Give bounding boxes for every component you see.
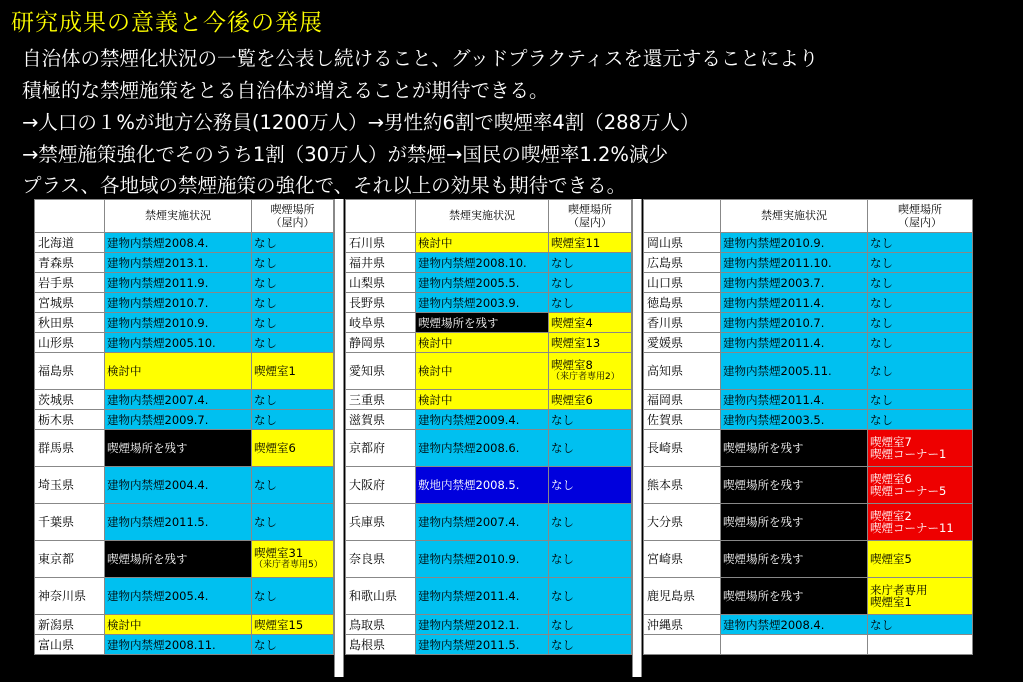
smoking-area-value: なし: [870, 235, 893, 250]
status-cell: 建物内禁煙2007.4.: [416, 504, 549, 541]
status-cell: 建物内禁煙2008.11.: [105, 635, 252, 655]
status-cell: 建物内禁煙2010.9.: [721, 233, 868, 253]
prefecture-cell: 熊本県: [644, 467, 721, 504]
table-row: [35, 541, 334, 578]
prefecture-cell: 北海道: [35, 233, 105, 253]
status-cell: 建物内禁煙2010.7.: [105, 293, 252, 313]
smoking-area-detail: 喫煙コーナー1: [870, 447, 947, 461]
smoking-area-value: 喫煙室6: [870, 472, 912, 486]
smoking-area-cell: [868, 430, 973, 467]
smoking-area-cell: [252, 273, 334, 293]
table-row: [346, 504, 632, 541]
table-row: [346, 313, 632, 333]
status-cell: 建物内禁煙2011.10.: [721, 253, 868, 273]
table-row: [35, 504, 334, 541]
smoking-area-cell: [868, 333, 973, 353]
smoking-area-cell: [549, 410, 632, 430]
table-row: [35, 410, 334, 430]
smoking-area-detail: 喫煙室1: [870, 595, 912, 609]
smoking-area-value: 喫煙室7: [870, 435, 912, 449]
status-cell: 建物内禁煙2008.4.: [105, 233, 252, 253]
slide-title: 研究成果の意義と今後の発展: [11, 10, 323, 36]
smoking-area-cell: [549, 578, 632, 615]
header-status: 禁煙実施状況: [105, 200, 252, 233]
prefecture-table-2: [345, 199, 632, 655]
prefecture-cell: 香川県: [644, 313, 721, 333]
status-cell: 建物内禁煙2005.11.: [721, 353, 868, 390]
prefecture-cell: 兵庫県: [346, 504, 416, 541]
table-row: [644, 333, 973, 353]
table-row: [35, 333, 334, 353]
smoking-area-value: なし: [870, 364, 893, 378]
smoking-area-cell: [868, 353, 973, 390]
table-row: [644, 615, 973, 635]
smoking-area-cell: [252, 293, 334, 313]
smoking-area-value: なし: [870, 335, 893, 350]
smoking-area-value: なし: [870, 295, 893, 310]
smoking-area-value: なし: [254, 515, 277, 529]
smoking-area-cell: [549, 390, 632, 410]
header-prefecture: [35, 200, 105, 233]
prefecture-cell: 高知県: [644, 353, 721, 390]
table-row: [35, 253, 334, 273]
smoking-area-cell: [549, 467, 632, 504]
table-row: [644, 430, 973, 467]
table-row: [346, 410, 632, 430]
smoking-area-cell: [868, 635, 973, 655]
smoking-area-value: 喫煙室11: [551, 235, 601, 250]
status-cell: 喫煙場所を残す: [105, 541, 252, 578]
smoking-area-value: なし: [551, 617, 574, 632]
smoking-area-value: なし: [254, 412, 277, 427]
status-cell: 検討中: [416, 233, 549, 253]
smoking-area-value: 喫煙室31: [254, 546, 304, 560]
prefecture-cell: 滋賀県: [346, 410, 416, 430]
smoking-area-value: なし: [254, 478, 277, 492]
smoking-area-value: 喫煙室6: [254, 441, 296, 455]
smoking-area-cell: [868, 313, 973, 333]
prefecture-cell: 神奈川県: [35, 578, 105, 615]
smoking-area-value: 喫煙室8: [551, 358, 593, 372]
prefecture-cell: 山形県: [35, 333, 105, 353]
status-cell: 建物内禁煙2007.4.: [105, 390, 252, 410]
smoking-area-cell: [549, 353, 632, 390]
smoking-area-value: なし: [551, 441, 574, 455]
table-spacer: [632, 199, 642, 677]
table-row: [346, 233, 632, 253]
smoking-area-cell: [549, 313, 632, 333]
prefecture-cell: 東京都: [35, 541, 105, 578]
prefecture-cell: 宮崎県: [644, 541, 721, 578]
smoking-area-cell: [868, 253, 973, 273]
status-cell: 建物内禁煙2008.4.: [721, 615, 868, 635]
table-row: [35, 390, 334, 410]
status-cell: 建物内禁煙2005.10.: [105, 333, 252, 353]
prefecture-cell: 茨城県: [35, 390, 105, 410]
smoking-area-value: なし: [870, 315, 893, 330]
table-row: [346, 430, 632, 467]
prefecture-cell: 広島県: [644, 253, 721, 273]
smoking-area-value: なし: [254, 637, 277, 652]
smoking-area-value: なし: [551, 295, 574, 310]
table-row: [346, 333, 632, 353]
smoking-area-cell: [252, 390, 334, 410]
smoking-area-value: 喫煙室5: [870, 552, 912, 566]
table-row: [346, 578, 632, 615]
prefecture-cell: 埼玉県: [35, 467, 105, 504]
smoking-area-value: なし: [551, 255, 574, 270]
status-cell: 建物内禁煙2005.5.: [416, 273, 549, 293]
status-cell: 建物内禁煙2012.1.: [416, 615, 549, 635]
prefecture-cell: 山梨県: [346, 273, 416, 293]
prefecture-cell: 沖縄県: [644, 615, 721, 635]
prefecture-cell: 愛知県: [346, 353, 416, 390]
header-status: 禁煙実施状況: [721, 200, 868, 233]
status-cell: 建物内禁煙2003.5.: [721, 410, 868, 430]
status-cell: 検討中: [416, 353, 549, 390]
smoking-area-value: なし: [551, 552, 574, 566]
body-line-4: →禁煙施策強化でそのうち1割（30万人）が禁煙→国民の喫煙率1.2%減少: [22, 143, 668, 166]
smoking-area-value: なし: [870, 255, 893, 270]
status-cell: 喫煙場所を残す: [721, 467, 868, 504]
table-row: [35, 467, 334, 504]
smoking-area-cell: [868, 273, 973, 293]
smoking-area-cell: [868, 390, 973, 410]
smoking-area-value: なし: [254, 255, 277, 270]
status-cell: 建物内禁煙2013.1.: [105, 253, 252, 273]
status-cell: 建物内禁煙2011.5.: [105, 504, 252, 541]
header-smoking-area: 喫煙場所 （屋内）: [549, 200, 632, 233]
table-row: [346, 615, 632, 635]
smoking-area-cell: [252, 353, 334, 390]
body-line-2: 積極的な禁煙施策をとる自治体が増えることが期待できる。: [22, 79, 549, 102]
smoking-area-cell: [252, 504, 334, 541]
smoking-area-value: なし: [870, 412, 893, 427]
prefecture-cell: 福井県: [346, 253, 416, 273]
status-cell: 喫煙場所を残す: [721, 578, 868, 615]
smoking-area-detail: （来庁者専用2）: [551, 372, 620, 382]
status-cell: 敷地内禁煙2008.5.: [416, 467, 549, 504]
smoking-area-value: なし: [551, 589, 574, 603]
table-row: [644, 273, 973, 293]
body-line-3: →人口の１%が地方公務員(1200万人）→男性約6割で喫煙率4割（288万人）: [22, 111, 700, 134]
smoking-area-detail: 喫煙コーナー11: [870, 521, 954, 535]
smoking-area-value: なし: [551, 412, 574, 427]
smoking-area-cell: [252, 467, 334, 504]
table-spacer: [334, 199, 344, 677]
table-header-row: [346, 200, 632, 233]
prefecture-cell: 徳島県: [644, 293, 721, 313]
smoking-area-value: なし: [870, 275, 893, 290]
status-cell: 建物内禁煙2009.4.: [416, 410, 549, 430]
smoking-area-cell: [252, 333, 334, 353]
table-row: [644, 635, 973, 655]
smoking-area-value: なし: [254, 589, 277, 603]
status-cell: 検討中: [105, 615, 252, 635]
smoking-area-cell: [252, 615, 334, 635]
prefecture-cell: 和歌山県: [346, 578, 416, 615]
table-row: [35, 615, 334, 635]
prefecture-cell: 京都府: [346, 430, 416, 467]
prefecture-cell: 青森県: [35, 253, 105, 273]
smoking-area-cell: [252, 541, 334, 578]
status-cell: 建物内禁煙2011.4.: [721, 390, 868, 410]
table-row: [644, 313, 973, 333]
table-row: [35, 430, 334, 467]
table-row: [35, 578, 334, 615]
smoking-area-cell: [549, 541, 632, 578]
smoking-area-value: 喫煙室2: [870, 509, 912, 523]
prefecture-cell: 大分県: [644, 504, 721, 541]
prefecture-cell: 栃木県: [35, 410, 105, 430]
status-cell: 喫煙場所を残す: [721, 430, 868, 467]
status-cell: 喫煙場所を残す: [416, 313, 549, 333]
prefecture-cell: 福岡県: [644, 390, 721, 410]
status-cell: 建物内禁煙2009.7.: [105, 410, 252, 430]
smoking-area-cell: [549, 504, 632, 541]
status-cell: 建物内禁煙2011.5.: [416, 635, 549, 655]
table-row: [346, 635, 632, 655]
prefecture-cell: 静岡県: [346, 333, 416, 353]
smoking-area-cell: [252, 233, 334, 253]
table-row: [644, 353, 973, 390]
smoking-area-value: 喫煙室13: [551, 335, 601, 350]
prefecture-table-3: [643, 199, 973, 655]
smoking-area-cell: [252, 313, 334, 333]
smoking-area-cell: [868, 541, 973, 578]
smoking-area-value: なし: [254, 315, 277, 330]
prefecture-table-1: [34, 199, 334, 655]
smoking-area-value: 来庁者専用: [870, 583, 928, 597]
table-row: [644, 390, 973, 410]
smoking-area-cell: [252, 635, 334, 655]
table-row: [346, 541, 632, 578]
table-row: [346, 390, 632, 410]
prefecture-cell: 岐阜県: [346, 313, 416, 333]
status-cell: 建物内禁煙2010.7.: [721, 313, 868, 333]
table-row: [346, 273, 632, 293]
smoking-area-cell: [549, 233, 632, 253]
status-cell: 建物内禁煙2011.4.: [721, 333, 868, 353]
smoking-area-cell: [549, 635, 632, 655]
prefecture-cell: 福島県: [35, 353, 105, 390]
table-row: [35, 313, 334, 333]
header-status: 禁煙実施状況: [416, 200, 549, 233]
header-smoking-area: 喫煙場所 （屋内）: [868, 200, 973, 233]
status-cell: 検討中: [105, 353, 252, 390]
prefecture-cell: 千葉県: [35, 504, 105, 541]
prefecture-cell: 愛媛県: [644, 333, 721, 353]
smoking-area-cell: [549, 273, 632, 293]
smoking-area-cell: [868, 578, 973, 615]
prefecture-cell: 島根県: [346, 635, 416, 655]
header-prefecture: [346, 200, 416, 233]
prefecture-cell: 長崎県: [644, 430, 721, 467]
table-row: [644, 467, 973, 504]
smoking-area-value: なし: [551, 515, 574, 529]
smoking-area-cell: [252, 253, 334, 273]
table-row: [346, 253, 632, 273]
prefecture-cell: 大阪府: [346, 467, 416, 504]
status-cell: 建物内禁煙2008.10.: [416, 253, 549, 273]
smoking-area-value: なし: [551, 478, 574, 492]
smoking-area-cell: [868, 467, 973, 504]
table-row: [35, 273, 334, 293]
smoking-area-cell: [549, 333, 632, 353]
smoking-area-value: 喫煙室15: [254, 617, 304, 632]
smoking-area-value: 喫煙室4: [551, 315, 593, 330]
smoking-area-value: なし: [254, 275, 277, 290]
table-row: [644, 293, 973, 313]
smoking-area-cell: [252, 578, 334, 615]
status-cell: 建物内禁煙2004.4.: [105, 467, 252, 504]
table-row: [644, 504, 973, 541]
smoking-area-cell: [868, 504, 973, 541]
status-cell: 喫煙場所を残す: [721, 541, 868, 578]
prefecture-cell: 岩手県: [35, 273, 105, 293]
header-prefecture: [644, 200, 721, 233]
prefecture-cell: 岡山県: [644, 233, 721, 253]
smoking-area-value: なし: [254, 235, 277, 250]
status-cell: 建物内禁煙2011.9.: [105, 273, 252, 293]
status-cell: 検討中: [416, 333, 549, 353]
status-cell: 建物内禁煙2011.4.: [416, 578, 549, 615]
smoking-area-value: なし: [870, 617, 893, 632]
prefecture-cell: 奈良県: [346, 541, 416, 578]
table-header-row: [644, 200, 973, 233]
status-cell: 建物内禁煙2011.4.: [721, 293, 868, 313]
table-row: [644, 578, 973, 615]
table-row: [346, 353, 632, 390]
smoking-area-cell: [868, 615, 973, 635]
smoking-area-cell: [549, 430, 632, 467]
smoking-area-cell: [549, 293, 632, 313]
status-cell: 喫煙場所を残す: [721, 504, 868, 541]
status-cell: 建物内禁煙2010.9.: [416, 541, 549, 578]
smoking-area-cell: [868, 293, 973, 313]
prefecture-cell: 三重県: [346, 390, 416, 410]
status-cell: 建物内禁煙2005.4.: [105, 578, 252, 615]
prefecture-cell: [644, 635, 721, 655]
body-line-5: プラス、各地域の禁煙施策の強化で、それ以上の効果も期待できる。: [22, 174, 627, 197]
prefecture-cell: 新潟県: [35, 615, 105, 635]
table-row: [644, 410, 973, 430]
smoking-area-detail: （来庁者専用5）: [254, 560, 323, 570]
prefecture-cell: 山口県: [644, 273, 721, 293]
status-cell: 喫煙場所を残す: [105, 430, 252, 467]
status-cell: 建物内禁煙2008.6.: [416, 430, 549, 467]
smoking-area-detail: 喫煙コーナー5: [870, 484, 947, 498]
status-cell: [721, 635, 868, 655]
prefecture-cell: 佐賀県: [644, 410, 721, 430]
status-cell: 建物内禁煙2003.7.: [721, 273, 868, 293]
table-row: [644, 253, 973, 273]
status-cell: 検討中: [416, 390, 549, 410]
prefecture-cell: 宮城県: [35, 293, 105, 313]
table-row: [35, 353, 334, 390]
smoking-area-value: 喫煙室6: [551, 392, 593, 407]
table-row: [346, 293, 632, 313]
prefecture-cell: 石川県: [346, 233, 416, 253]
header-smoking-area: 喫煙場所 （屋内）: [252, 200, 334, 233]
smoking-area-value: なし: [254, 392, 277, 407]
smoking-area-cell: [868, 233, 973, 253]
smoking-area-value: なし: [254, 335, 277, 350]
prefecture-cell: 鹿児島県: [644, 578, 721, 615]
status-cell: 建物内禁煙2010.9.: [105, 313, 252, 333]
table-row: [35, 233, 334, 253]
prefecture-cell: 富山県: [35, 635, 105, 655]
table-row: [644, 541, 973, 578]
smoking-area-cell: [252, 410, 334, 430]
smoking-area-value: 喫煙室1: [254, 364, 296, 378]
table-row: [35, 635, 334, 655]
table-header-row: [35, 200, 334, 233]
body-line-1: 自治体の禁煙化状況の一覧を公表し続けること、グッドプラクティスを還元することにより: [22, 47, 819, 70]
table-row: [346, 467, 632, 504]
status-cell: 建物内禁煙2003.9.: [416, 293, 549, 313]
prefecture-cell: 長野県: [346, 293, 416, 313]
smoking-area-cell: [868, 410, 973, 430]
prefecture-cell: 秋田県: [35, 313, 105, 333]
smoking-area-value: なし: [870, 392, 893, 407]
prefecture-cell: 鳥取県: [346, 615, 416, 635]
table-row: [644, 233, 973, 253]
smoking-area-cell: [549, 615, 632, 635]
smoking-area-cell: [252, 430, 334, 467]
smoking-area-value: なし: [254, 295, 277, 310]
prefecture-cell: 群馬県: [35, 430, 105, 467]
table-row: [35, 293, 334, 313]
smoking-area-value: なし: [551, 275, 574, 290]
smoking-area-cell: [549, 253, 632, 273]
smoking-area-value: なし: [551, 637, 574, 652]
